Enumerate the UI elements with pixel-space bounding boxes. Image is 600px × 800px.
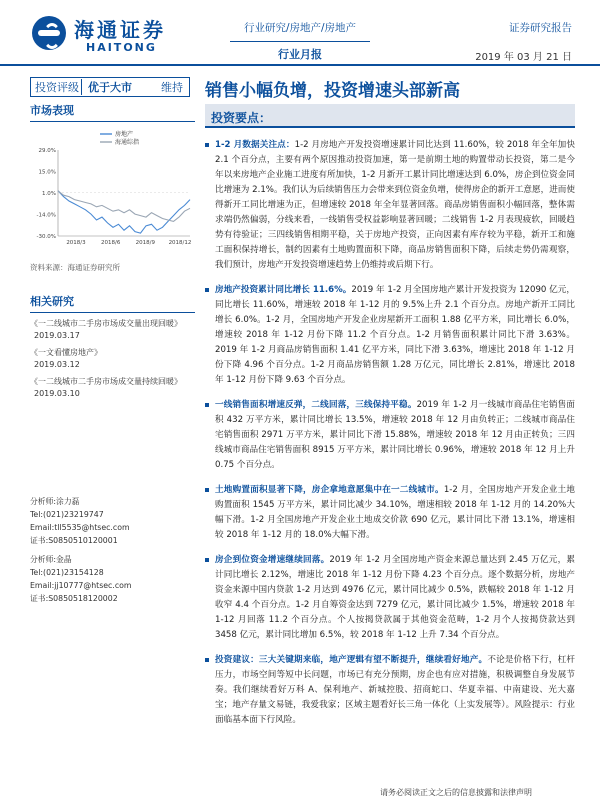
report-date: 2019 年 03 月 21 日 <box>475 52 572 63</box>
analyst-card <box>30 553 195 605</box>
report-category: 行业研究/房地产/房地产 <box>243 22 357 34</box>
key-points-header <box>205 104 575 128</box>
rating-trend: 维持 <box>161 81 183 94</box>
chart-y-tick-label: 29.0% <box>38 148 56 154</box>
key-point-heading: 土地购置面积显著下降，房企拿地意愿集中在一二线城市。 <box>215 485 444 495</box>
key-point-body: 2019 年 1-2 月全国房地产累计开发投资为 12090 亿元，同比增长 11.60%，增速较 2018 年 1-12 月的 9.5%上升 2.1 个百分点。房地产新开工同比增长 6.0%。1-2 月，全国房地产开发企业房屋新开工面积 1.88 亿平方米，同比增长 6.0%，增速较 2018 年 1-12 月份下降 11.2 个百分点。1-2 月销售面积累计同比下滑 3.63%。2019 年 1-2 月商品房销售面积 1.41 亿平方米，同比下滑 3.63%，增速比 2018 年 1-12 月份下降 4.96 个百分点。1-2 月商品房销售额 1.28 万亿元，同比增长 2.81%，增速比 2018 年 1-12 月份下降 9.63 个百分点。 <box>215 285 575 385</box>
key-point-heading: 一线销售面积增速反弹，二线回落，三线保持平稳。 <box>215 400 417 410</box>
disclaimer-footer: 请务必阅读正文之后的信息披露和法律声明 <box>380 788 532 797</box>
key-point-body: 1-2 月房地产开发投资增速累计同比达到 11.60%，较 2018 年全年加快 2.1 个百分点，主要有两个原因推动投资加速，第一是前期土地的购置带动长投资，第二是今年以来房地产企业施工进度有所加快，1-2 月新开工累计同比增速达到 6.0%，房企到位资金同比增速为 2.1%。我们认为后续销售压力会带来到位资金负增，使得房企的新开工意愿，进而使得新开工同比增速为正，但增速较 2018 年全年显著回落。商品房销售面积小幅回落，整体需求端仍然偏弱，分线来看，一线销售受权益影响显著回暖；二线销售 1-2 月表现疲软，回暖趋势有待验证；三四线销售相期平稳，关于房地产投资，正向因素有库存较为平稳，新开工和施工面积保持增长，制约因素有土地购置面积下降，商品房销售面积下降，后续走势仍需观察，我们预计，房地产开发投资增速趋势上仍维持或后期下行。 <box>215 140 575 270</box>
market-performance-title: 市场表现 <box>30 102 195 122</box>
key-point-paragraph <box>205 283 575 388</box>
chart-y-tick-label: 15.0% <box>38 169 56 176</box>
page-header <box>0 0 600 66</box>
market-performance-chart <box>30 128 195 258</box>
key-point-paragraph <box>205 653 575 728</box>
rating-value: 优于大市 <box>81 79 138 95</box>
analyst-name: 分析师:涂力磊 <box>30 497 80 506</box>
related-item[interactable] <box>30 376 195 400</box>
left-sidebar <box>30 102 195 400</box>
report-meta <box>460 20 572 63</box>
chart-x-tick-label: 2018/12 <box>168 240 192 246</box>
chart-x-tick-label: 2018/9 <box>135 240 156 246</box>
analyst-name: 分析师:金晶 <box>30 555 72 564</box>
related-research-title: 相关研究 <box>30 293 195 313</box>
related-item-date: 2019.03.12 <box>34 360 80 369</box>
analyst-tel: Tel:(021)23154128 <box>30 568 104 577</box>
related-item-date: 2019.03.17 <box>34 331 80 340</box>
chart-y-tick-label: -30.0% <box>36 234 56 240</box>
chart-x-tick-label: 2018/6 <box>100 240 121 246</box>
related-item-title[interactable]: 《一文看懂房地产》 <box>30 348 102 357</box>
key-point-heading: 房地产投资累计同比增长 11.6%。 <box>215 285 352 295</box>
analyst-card <box>30 495 195 547</box>
key-point-heading: 房企到位资金增速继续回落。 <box>215 555 330 565</box>
haitong-logo-icon <box>32 16 66 50</box>
logo-text-cn: 海通证券 <box>74 18 166 42</box>
chart-y-tick-label: 1.0% <box>42 191 56 197</box>
header-rule <box>0 64 600 66</box>
report-type: 行业月报 <box>278 48 322 61</box>
key-point-body: 2019 年 1-2 月全国房地产资金来源总量达到 2.45 万亿元，累计同比增长 2.12%，增速比 2018 年 1-12 月份下降 4.23 个百分点。逐个数据分析，房地产资金来源中国内贷款 1-2 月达到 4976 亿元，累计同比减少 0.5%，跌幅较 2018 年 1-12 月收窄 4.4 个百分点。1-2 月自筹资金达到 7279 亿元，累计同比减少 1.5%，增速较 2018 年 1-12 月回落 11.2 个百分点。个人按揭贷款属于其他资金范畴，1-2 月个人按揭贷款达到 3458 亿元，累计同比增加 6.5%，较 2018 年 1-12 上升 7.34 个百分点。 <box>215 555 575 640</box>
analyst-contacts <box>30 495 195 611</box>
related-item[interactable] <box>30 318 195 342</box>
key-points-section <box>205 104 575 728</box>
key-point-body: 2019 年 1-2 月一线城市商品住宅销售面积 432 万平方米，累计同比增长 13.5%，增速较 2018 年 12 月由负转正；二线城市商品住宅销售面积 2971 万平方米，累计同比下滑 15.88%，增速较 2018 年 12 月由正转负；三四线城市商品住宅销售面积 8915 万平方米，累计同比增长 0.96%，增速较 2018 年 12 月上升 0.75 个百分点。 <box>215 400 575 470</box>
analyst-cert: 证书:S0850518120002 <box>30 594 118 603</box>
investment-rating <box>30 77 190 97</box>
report-label: 证券研究报告 <box>509 22 572 34</box>
related-research <box>30 293 195 400</box>
key-points-title: 投资要点： <box>211 111 272 125</box>
key-point-paragraph <box>205 138 575 273</box>
analyst-email[interactable]: Email:tll5535@htsec.com <box>30 523 130 532</box>
analyst-tel: Tel:(021)23219747 <box>30 510 104 519</box>
key-point-heading: 1-2 月数据关注点： <box>215 140 295 150</box>
key-point-heading: 投资建议：三大关键期来临，地产逻辑有望不断提升，继续看好地产。 <box>215 655 488 665</box>
chart-series-line <box>58 191 190 233</box>
chart-x-tick-label: 2018/3 <box>66 240 86 246</box>
rating-label: 投资评级 <box>35 81 79 94</box>
analyst-email[interactable]: Email:jj10777@htsec.com <box>30 581 132 590</box>
related-item-title[interactable]: 《一二线城市二手房市场成交量出现回暖》 <box>30 319 182 328</box>
related-item-title[interactable]: 《一二线城市二手房市场成交量持续回暖》 <box>30 377 182 386</box>
logo-text-en: HAITONG <box>86 41 157 54</box>
report-headline: 销售小幅负增，投资增速头部新高 <box>205 81 460 101</box>
header-divider <box>230 41 370 42</box>
chart-legend-label: 房地产 <box>115 131 134 138</box>
key-point-body: 不论是价格下行，杠杆压力，市场空间等短中长问题，市场已有充分预期，房企也有应对措施，积极调整自身发展节奏。我们继续看好万科 A、保利地产、新城控股、招商蛇口、华夏幸福、中南建设、光大嘉宝；地产存量文易链，我爱我家；区域主题看好长三角一体化（上实发展等）。风险提示：行业面临基本面下行风险。 <box>215 655 575 725</box>
chart-legend-label: 海通综指 <box>115 139 140 146</box>
key-point-paragraph <box>205 398 575 473</box>
chart-y-tick-label: -14.0% <box>36 212 56 219</box>
key-point-paragraph <box>205 483 575 543</box>
related-item-date: 2019.03.10 <box>34 389 80 398</box>
chart-source: 资料来源：海通证券研究所 <box>30 263 120 272</box>
analyst-cert: 证书:S0850510120001 <box>30 536 118 545</box>
haitong-logo <box>32 14 168 58</box>
related-item[interactable] <box>30 347 195 371</box>
market-chart-svg <box>30 128 195 258</box>
key-point-paragraph <box>205 553 575 643</box>
report-category-block <box>230 20 370 62</box>
key-point-body: 1-2 月，全国房地产开发企业土地购置面积 1545 万平方米，累计同比减少 34.10%，增速相较 2018 年 1-12 月的 14.20%大幅下滑。1-2 月全国房地产开发企业土地成交价款 690 亿元，累计同比下滑 13.1%，增速相较 2018 年 1-12 月的 18.0%大幅下滑。 <box>215 485 575 540</box>
